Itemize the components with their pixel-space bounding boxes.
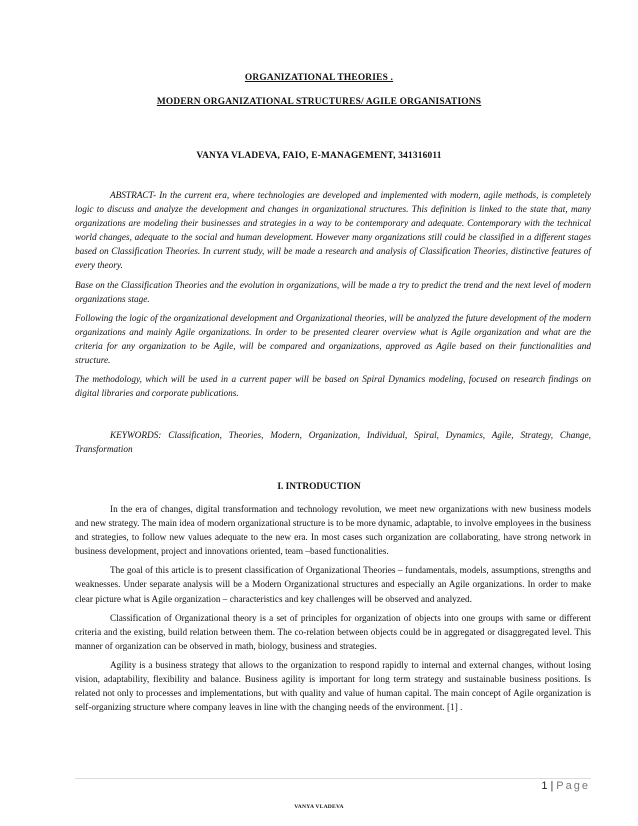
section-heading-introduction: I. INTRODUCTION <box>277 482 361 492</box>
paper-title-line1: ORGANIZATIONAL THEORIES . <box>244 73 394 83</box>
abstract-paragraph: Base on the Classification Theories and the evolution in organizations, will be made a try to predict the trend and the next level of modern organizations stage. <box>75 280 591 305</box>
keywords: KEYWORDS: Classification, Theories, Modern, Organization, Individual, Spiral, Dynamics, Agile, Strategy, Change, Transformation <box>75 431 591 456</box>
introduction-paragraph: Agility is a business strategy that allows to the organization to respond rapidly to internal and external changes, without losing vision, adaptability, flexibility and balance. Business agility is important for long term strategy and sustainable business positions. Is related not only to processes and implementations, but with quality and value of human capital. The main concept of Agile organization is self-organizing structure where company leaves in line with the changing needs of the environment. [1] . <box>75 660 591 714</box>
page-number-value: 1 <box>541 780 548 792</box>
introduction-paragraph: Classification of Organizational theory is a set of principles for organization of objects into one groups with same or different criteria and the existing, build relation between them. The co-relation between objects could be in aggregated or disaggregated level. This manner of organization can be observed in math, biology, business and strategies. <box>75 613 591 652</box>
abstract-section <box>75 189 591 406</box>
introduction-paragraph: The goal of this article is to present classification of Organizational Theories – fundamentals, models, assumptions, strengths and weaknesses. Under separate analysis will be a Modern Organizational structures and especially an Agile organizations. In order to make clear picture what is Agile organization – characteristics and key challenges will be observed and analyzed. <box>75 566 591 605</box>
abstract-paragraph: ABSTRACT- In the current era, where technologies are developed and implemented with modern, agile methods, is completely logic to discuss and analyze the development and changes in organizational structures. This definition is linked to the state that, many organizations are modeling their businesses and strategies in a way to be contemporary and adequate. Contemporary with the technical world changes, adequate to the social and human development. However many organizations still could be classified in a different stages based on Classification Theories. In current study, will be made a research and analysis of Classification Theories, distinctive features of every theory. <box>75 191 591 272</box>
abstract-paragraph: Following the logic of the organizational development and Organizational theories, will be analyzed the future development of the modern organizations and mainly Agile organizations. In order to be presented clearer overview what is Agile organization and what are the criteria for any organization to be Agile, will be compared and organizations, approved as Agile based on their functionalities and structure. <box>75 313 591 367</box>
footer-author: VANYA VLADEVA <box>294 804 344 810</box>
introduction-paragraph: In the era of changes, digital transformation and technology revolution, we meet new organizations with new business models and new strategy. The main idea of modern organizational structure is to be more dynamic, adaptable, to involve employees in the business and strategies, to follow new values adequate to the new era. In most cases such organization are collaborating, have strong network in business development, project and innovations oriented, team –based functionalities. <box>75 505 591 558</box>
page-number <box>541 780 590 792</box>
footer-divider <box>75 778 591 779</box>
page-label: Page <box>556 780 590 792</box>
author-line: VANYA VLADEVA, FAIO, E-MANAGEMENT, 341316011 <box>196 151 442 161</box>
page-separator: | <box>550 780 554 792</box>
abstract-paragraph: The methodology, which will be used in a current paper will be based on Spiral Dynamics modeling, focused on research findings on digital libraries and corporate publications. <box>75 375 591 400</box>
paper-title-line2: MODERN ORGANIZATIONAL STRUCTURES/ AGILE ORGANISATIONS <box>156 97 482 107</box>
introduction-section <box>75 503 591 720</box>
